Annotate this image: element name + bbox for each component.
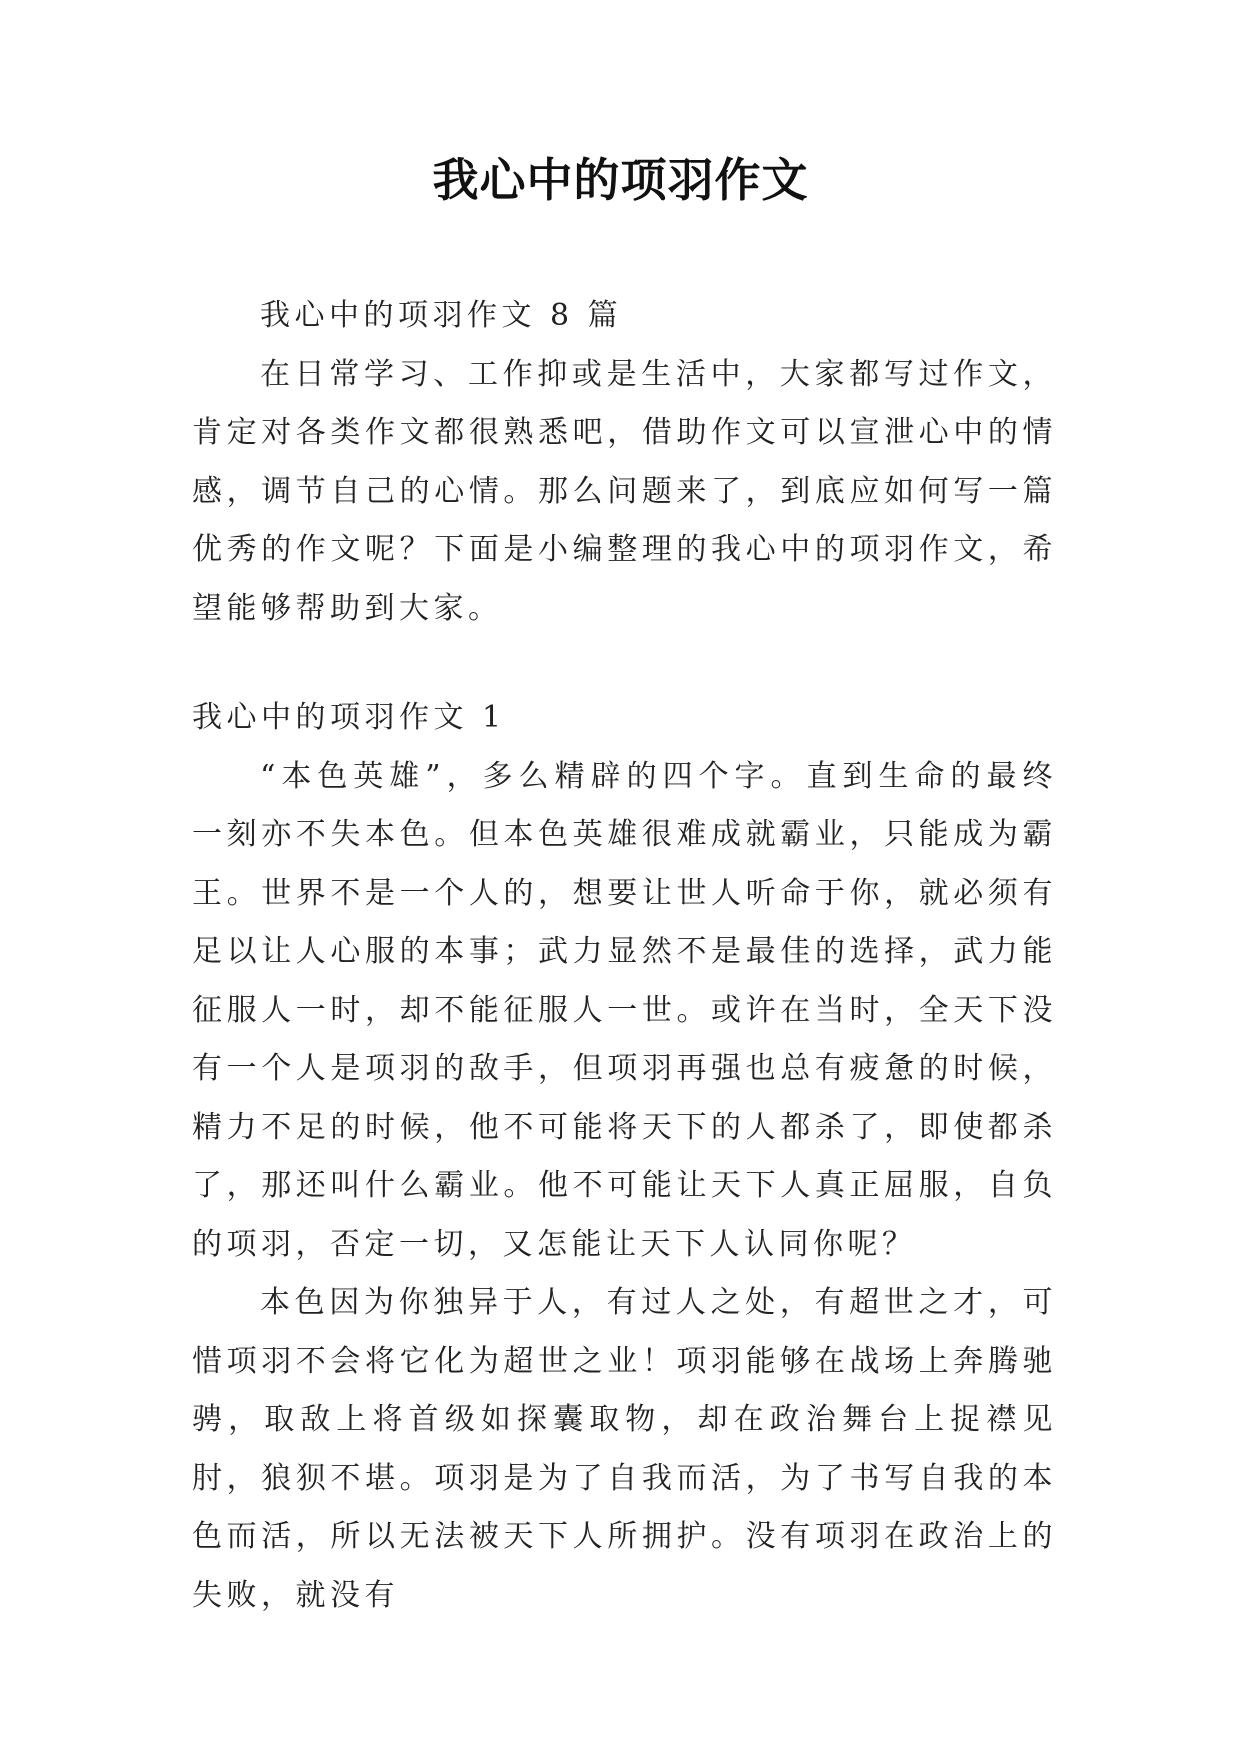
document-subtitle: 我心中的项羽作文 8 篇 bbox=[260, 298, 623, 333]
intro-paragraph: 在日常学习、工作抑或是生活中，大家都写过作文，肯定对各类作文都很熟悉吧，借助作文可以宣泄心中的情感，调节自己的心情。那么问题来了，到底应如何写一篇优秀的作文呢？下面是小编整理的我心中的项羽作文，希望能够帮助到大家。 bbox=[192, 356, 1057, 626]
document-body bbox=[192, 287, 1057, 1625]
body-paragraph: 本色因为你独异于人，有过人之处，有超世之才，可惜项羽不会将它化为超世之业！项羽能够在战场上奔腾驰骋，取敌上将首级如探囊取物，却在政治舞台上捉襟见肘，狼狈不堪。项羽是为了自我而活，为了书写自我的本色而活，所以无法被天下人所拥护。没有项羽在政治上的失败，就没有 bbox=[192, 1285, 1057, 1613]
paragraph-gap bbox=[192, 638, 1057, 689]
body-paragraph: “本色英雄”，多么精辟的四个字。直到生命的最终一刻亦不失本色。但本色英雄很难成就霸业，只能成为霸王。世界不是一个人的，想要让世人听命于你，就必须有足以让人心服的本事；武力显然不是最佳的选择，武力能征服人一时，却不能征服人一世。或许在当时，全天下没有一个人是项羽的敌手，但项羽再强也总有疲惫的时候，精力不足的时候，他不可能将天下的人都杀了，即使都杀了，那还叫什么霸业。他不可能让天下人真正屈服，自负的项羽，否定一切，又怎能让天下人认同你呢？ bbox=[192, 758, 1057, 1262]
section-heading: 我心中的项羽作文 1 bbox=[192, 700, 506, 735]
page-title: 我心中的项羽作文 bbox=[432, 153, 809, 207]
